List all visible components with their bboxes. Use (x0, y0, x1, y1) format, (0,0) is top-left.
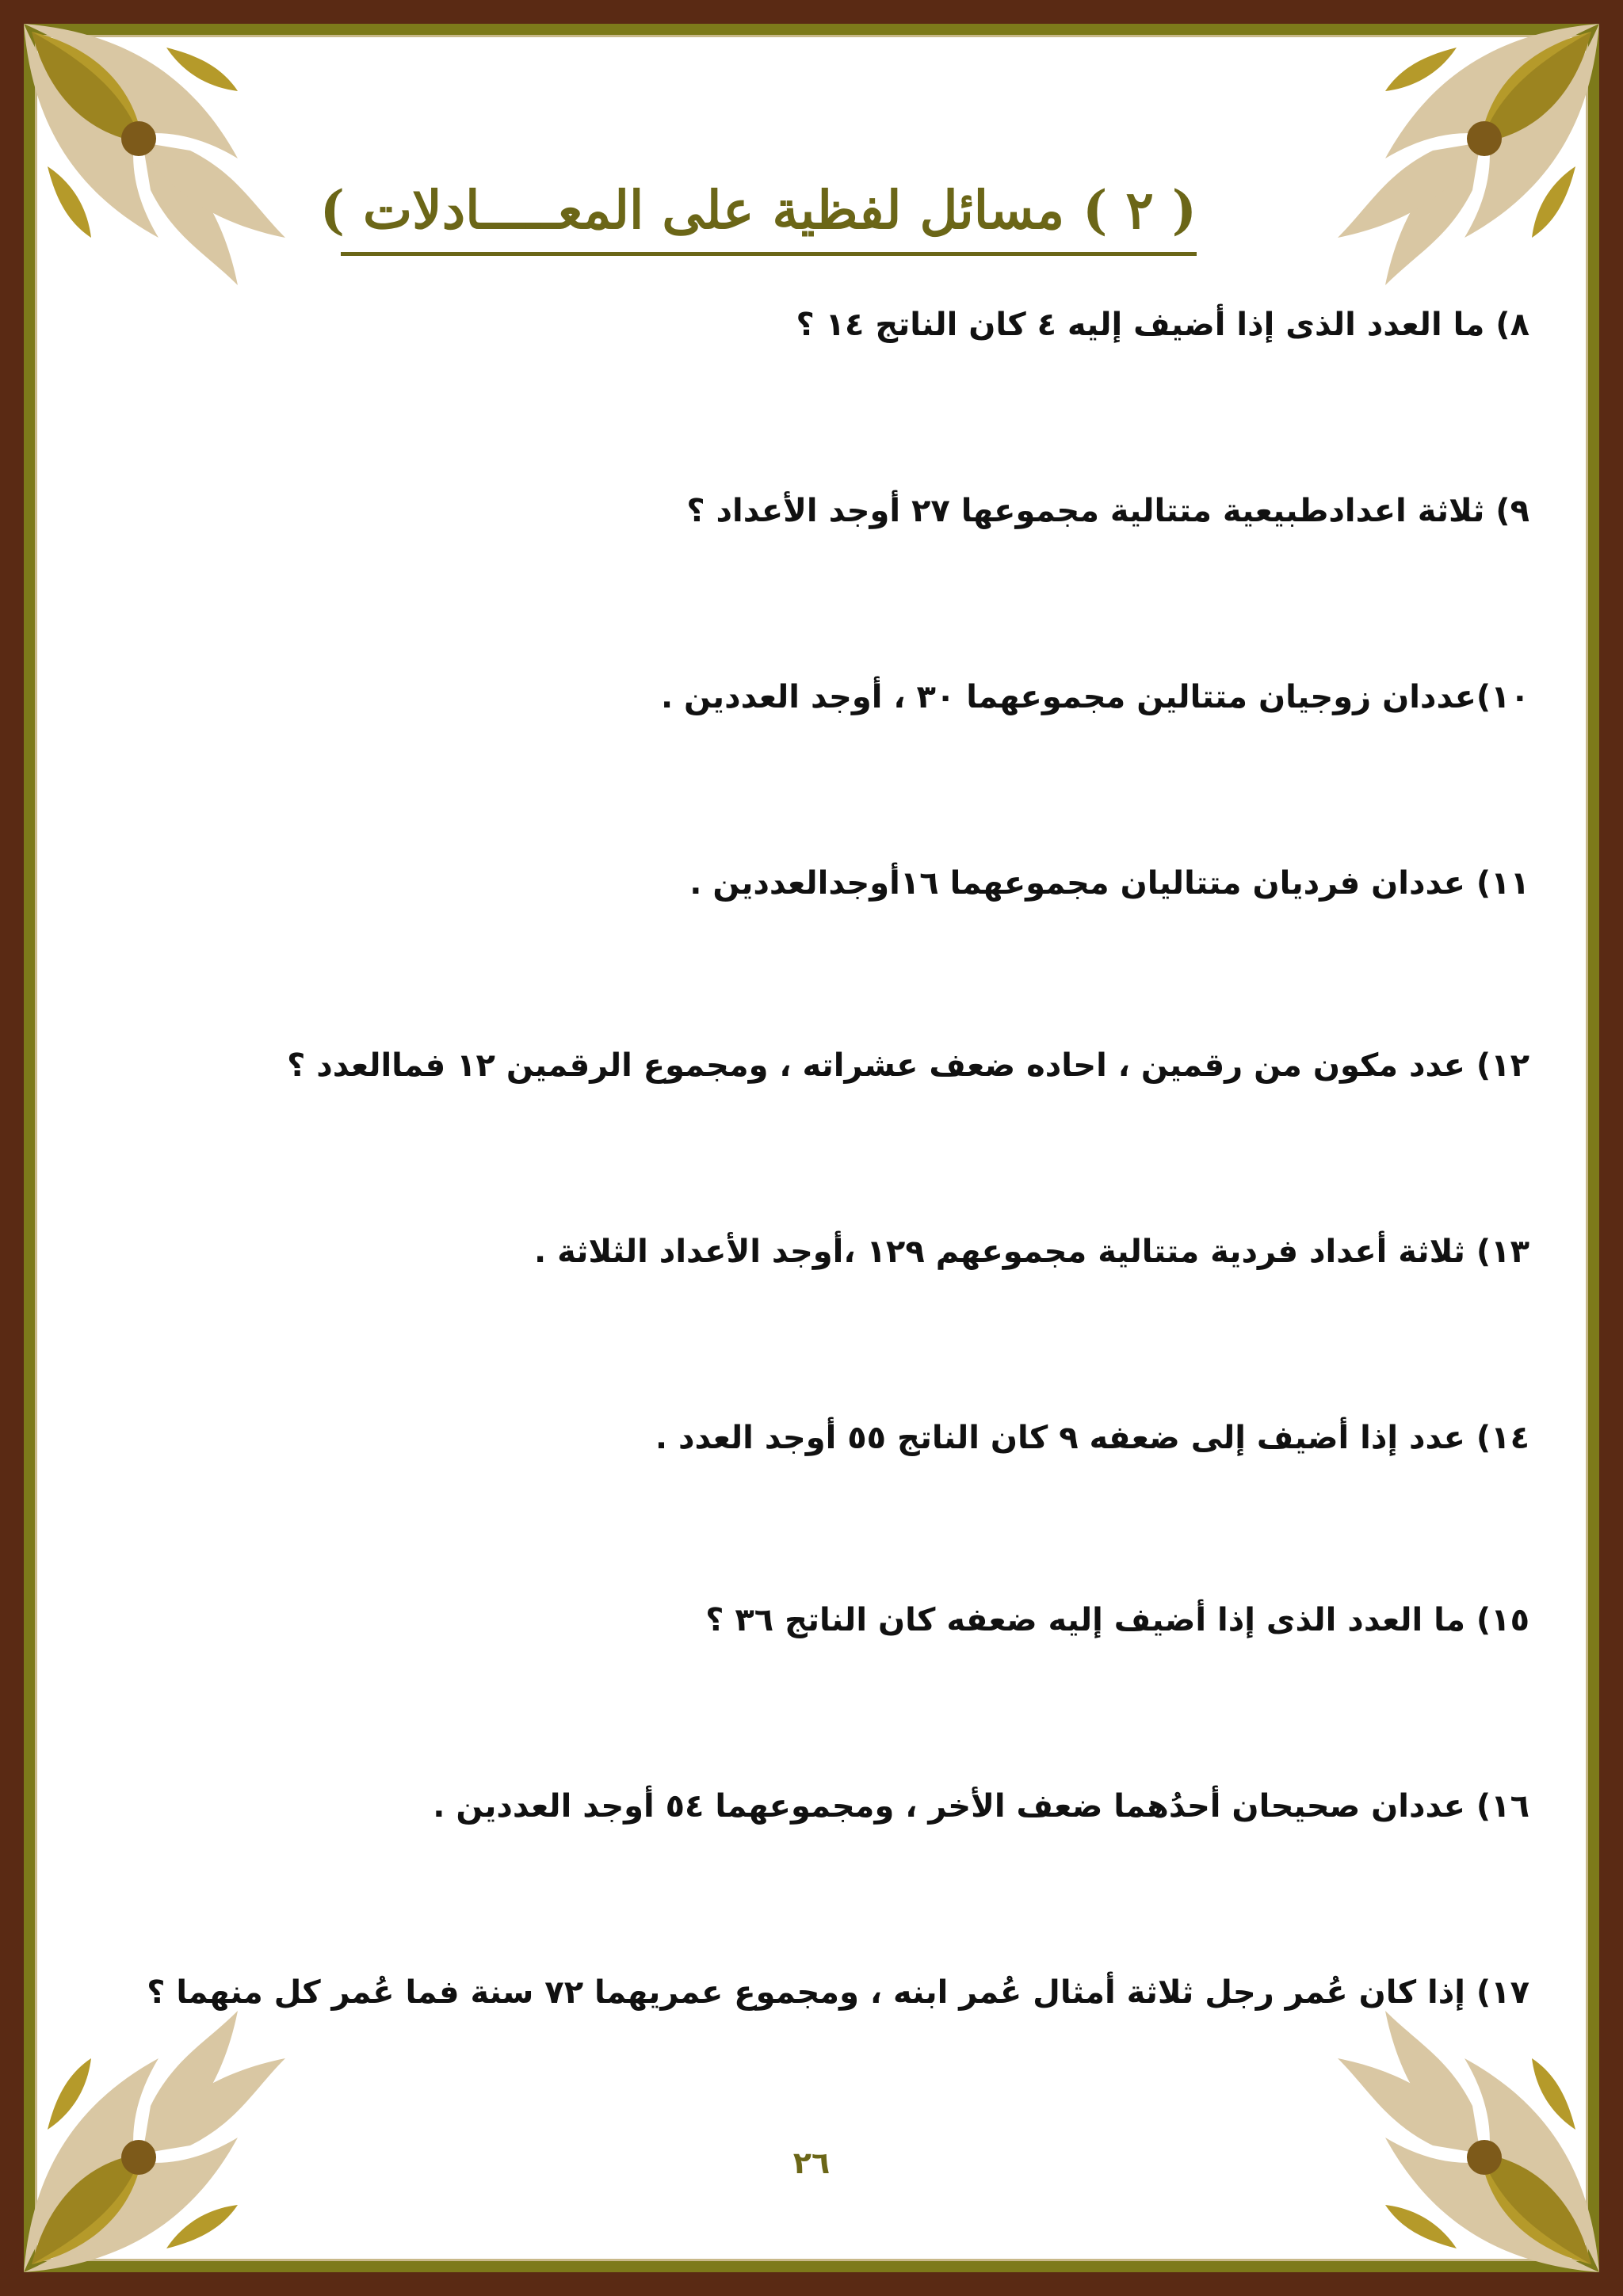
page-inner-line (35, 35, 1588, 2261)
question-item-8: ٨) ما العدد الذى إذا أضيف إليه ٤ كان الناتج ١٤ ؟ (796, 307, 1529, 343)
title-underline (341, 252, 1197, 256)
question-item-9: ٩) ثلاثة اعدادطبيعية متتالية مجموعها ٢٧ أوجد الأعداد ؟ (686, 493, 1529, 529)
question-item-13: ١٣) ثلاثة أعداد فردية متتالية مجموعهم ١٢٩ ،أوجد الأعداد الثلاثة . (534, 1234, 1529, 1270)
page-title: ( ٢ ) مسائل لفظية على المعـــــادلات ) (319, 179, 1197, 241)
question-item-10: ١٠)عددان زوجيان متتالين مجموعهما ٣٠ ، أوجد العددين . (660, 679, 1529, 715)
question-item-15: ١٥) ما العدد الذى إذا أضيف إليه ضعفه كان الناتج ٣٦ ؟ (705, 1602, 1529, 1638)
floral-corner-ornament-icon (1290, 0, 1623, 333)
question-item-17: ١٧) إذا كان عُمر رجل ثلاثة أمثال عُمر ابنه ، ومجموع عمريهما ٧٢ سنة فما عُمر كل منهما ؟ (147, 1974, 1529, 2011)
question-item-12: ١٢) عدد مكون من رقمين ، احاده ضعف عشراته ، ومجموع الرقمين ١٢ فماالعدد ؟ (287, 1047, 1529, 1084)
question-item-14: ١٤) عدد إذا أضيف إلى ضعفه ٩ كان الناتج ٥٥ أوجد العدد . (655, 1420, 1529, 1456)
floral-corner-ornament-icon (0, 0, 333, 333)
question-item-11: ١١) عددان فرديان متتاليان مجموعهما ١٦أوجدالعددين . (689, 865, 1529, 902)
page-number: ٢٦ (792, 2145, 831, 2180)
question-item-16: ١٦) عددان صحيحان أحدُهما ضعف الأخر ، ومجموعهما ٥٤ أوجد العددين . (433, 1788, 1529, 1825)
